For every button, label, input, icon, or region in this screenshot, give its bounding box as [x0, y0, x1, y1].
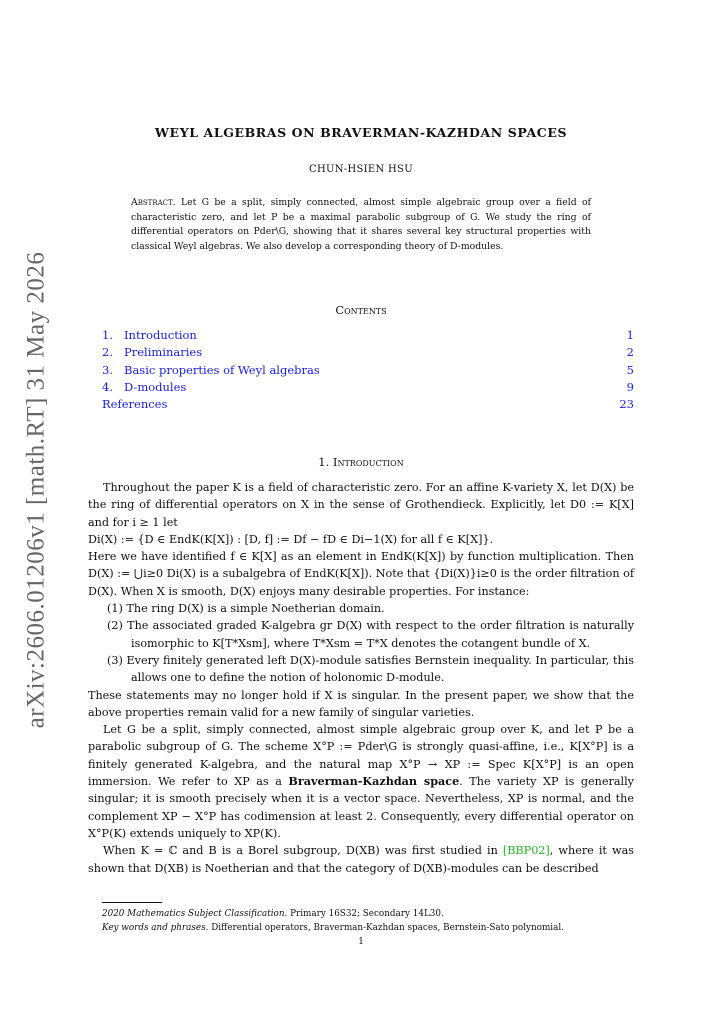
list-item-number: (1)	[107, 602, 123, 616]
abstract	[131, 196, 591, 254]
list-item-text: The associated graded K-algebra gr D(X) with respect to the order filtration is naturally isomorphic to K[T*Xsm], where T*Xsm = T*X denotes the cotangent bundle of X.	[127, 619, 635, 650]
footnote-text: Primary 16S32; Secondary 14L30.	[287, 909, 444, 919]
arxiv-id: arXiv:2606.01206v1 [math.RT] 31 May 2026	[22, 251, 49, 729]
toc-page[interactable]: 2	[626, 345, 634, 360]
paragraph-text: , where it was shown that D(XB) is Noetherian and that the category of D(XB)-modules can be described	[88, 844, 634, 875]
list-item-number: (3)	[107, 653, 123, 667]
paper-author: CHUN-HSIEN HSU	[309, 164, 413, 175]
bold-term: Braverman-Kazhdan space	[288, 774, 460, 789]
display-equation: Di(X) := {D ∈ EndK(K[X]) : [D, f] := Df − fD ∈ Di−1(X) for all f ∈ K[X]}.	[88, 532, 494, 546]
toc-item[interactable]	[102, 363, 634, 380]
toc-page[interactable]: 9	[626, 379, 634, 394]
citation-link[interactable]: [BBP02]	[502, 844, 550, 858]
paragraph-text: . The variety XP is generally singular; it is smooth precisely when it is a vector space. Nevertheless, XP is normal, and the complement XP − X°P has codimension at least 2. Consequently, every differential operator on X°P(K) extends uniquely to XP(K).	[88, 775, 634, 840]
paragraph: Throughout the paper K is a field of characteristic zero. For an affine K-variety X, let D(X) be the ring of differential operators on X in the sense of Grothendieck. Explicitly, let D0 := K[X] and for i ≥ 1 let	[88, 481, 634, 529]
toc-label[interactable]: References	[102, 397, 168, 412]
toc-number: 4.	[102, 379, 113, 394]
paragraph-text: When K = ℂ and B is a Borel subgroup, D(XB) was first studied in	[103, 844, 503, 858]
list-item	[88, 617, 634, 652]
footnotes	[102, 907, 634, 935]
body-text	[88, 479, 634, 877]
footnote-label: Key words and phrases.	[102, 923, 209, 933]
footnote-keywords	[102, 921, 634, 935]
toc-number: 2.	[102, 345, 113, 360]
toc-item[interactable]	[102, 328, 634, 345]
contents-heading: Contents	[335, 303, 387, 317]
toc-label[interactable]: Preliminaries	[124, 345, 203, 360]
toc-item[interactable]	[102, 345, 634, 362]
footnote-label: 2020 Mathematics Subject Classification.	[102, 909, 288, 919]
footnote-msc	[102, 907, 634, 921]
section-number: 1.	[318, 455, 330, 469]
abstract-text: Let G be a split, simply connected, almost simple algebraic group over a field of characteristic zero, and let P be a maximal parabolic subgroup of G. We study the ring of differential operators on Pder\G, showing that it shares several key structural properties with classical Weyl algebras. We also develop a corresponding theory of D-modules.	[131, 197, 591, 252]
toc-item-references[interactable]	[102, 397, 634, 414]
footnote-text: Differential operators, Braverman-Kazhdan spaces, Bernstein-Sato polynomial.	[208, 923, 564, 933]
list-item	[88, 600, 634, 617]
toc-page[interactable]: 23	[619, 397, 634, 412]
page-number: 1	[358, 937, 364, 947]
list-item-text: The ring D(X) is a simple Noetherian domain.	[126, 602, 385, 616]
toc-number: 1.	[102, 328, 113, 342]
table-of-contents	[102, 328, 634, 414]
paragraph: These statements may no longer hold if X is singular. In the present paper, we show that the above properties remain valid for a new family of singular varieties.	[88, 688, 634, 719]
footnote-rule	[102, 902, 162, 903]
paragraph: Here we have identified f ∈ K[X] as an element in EndK(K[X]) by function multiplication. Then D(X) := ⋃i≥0 Di(X) is a subalgebra of EndK(K[X]). Note that {Di(X)}i≥0 is the order filtration of D(X). When X is smooth, D(X) enjoys many desirable properties. For instance:	[88, 550, 634, 598]
toc-page[interactable]: 1	[626, 328, 634, 342]
toc-number: 3.	[102, 362, 113, 377]
toc-page[interactable]: 5	[626, 362, 634, 377]
list-item	[88, 652, 634, 687]
paper-title: WEYL ALGEBRAS ON BRAVERMAN-KAZHDAN SPACES	[154, 125, 568, 140]
paragraph-text: Let G be a split, simply connected, almost simple algebraic group over K, and let P be a parabolic subgroup of G. The scheme X°P := Pder\G is strongly quasi-affine, i.e., K[X°P] is a finitely generated K-algebra, and the natural map X°P → XP := Spec K[X°P] is an open immersion. We refer to XP as a	[88, 723, 634, 789]
toc-label[interactable]: D-modules	[124, 379, 187, 394]
section-title: Introduction	[332, 455, 404, 469]
abstract-label: Abstract.	[131, 197, 176, 208]
list-item-text: Every finitely generated left D(X)-module satisfies Bernstein inequality. In particular, this allows one to define the notion of holonomic D-module.	[126, 653, 634, 685]
section-heading	[88, 455, 634, 469]
paragraph	[88, 721, 634, 842]
toc-item[interactable]	[102, 380, 634, 397]
toc-label[interactable]: Basic properties of Weyl algebras	[124, 362, 320, 377]
paragraph	[88, 842, 634, 877]
list-item-number: (2)	[107, 619, 123, 633]
toc-label[interactable]: Introduction	[124, 328, 197, 342]
arxiv-sidebar-stamp	[14, 251, 58, 729]
